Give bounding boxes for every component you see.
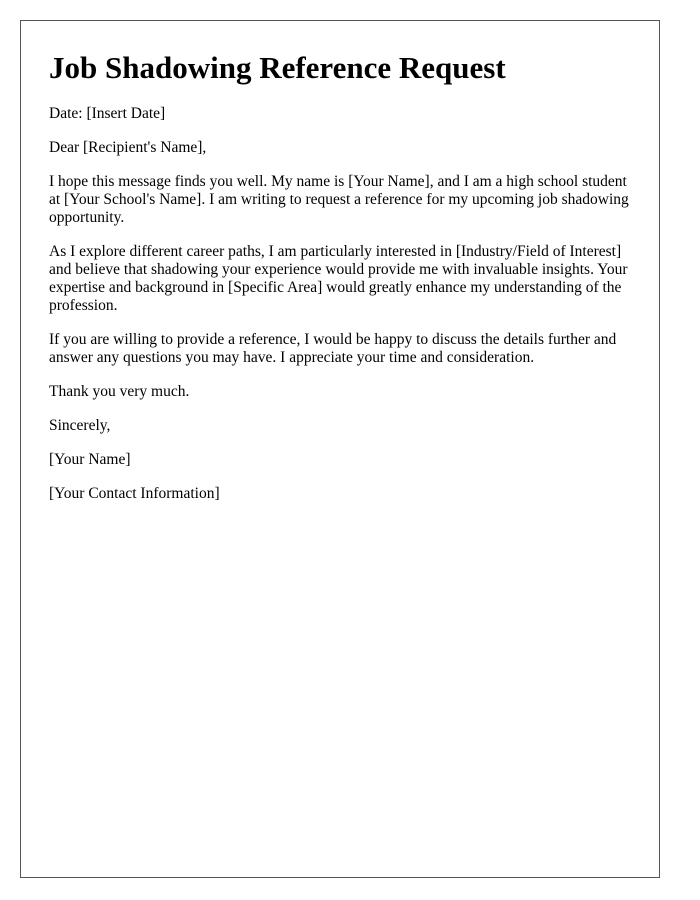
salutation: Dear [Recipient's Name],: [49, 139, 207, 156]
body-paragraph-2: As I explore different career paths, I am particularly interested in [Industry/Field of Interest] and believe that shadowing your experience would provide me with invaluable insights. Your expertise and background in [Specific Area] would greatly enhance my understanding of the profession.: [49, 243, 628, 314]
thanks-line: Thank you very much.: [49, 383, 190, 400]
body-paragraph-3: If you are willing to provide a reference, I would be happy to discuss the details further and answer any questions you may have. I appreciate your time and consideration.: [49, 331, 617, 366]
letter-page: [20, 20, 660, 878]
signature-name: [Your Name]: [49, 451, 131, 468]
letter-title: Job Shadowing Reference Request: [49, 50, 506, 85]
closing: Sincerely,: [49, 417, 111, 434]
date-line: Date: [Insert Date]: [49, 105, 166, 122]
body-paragraph-1: I hope this message finds you well. My name is [Your Name], and I am a high school student at [Your School's Name]. I am writing to request a reference for my upcoming job shadowing opportunity.: [49, 173, 629, 226]
signature-contact: [Your Contact Information]: [49, 485, 220, 502]
